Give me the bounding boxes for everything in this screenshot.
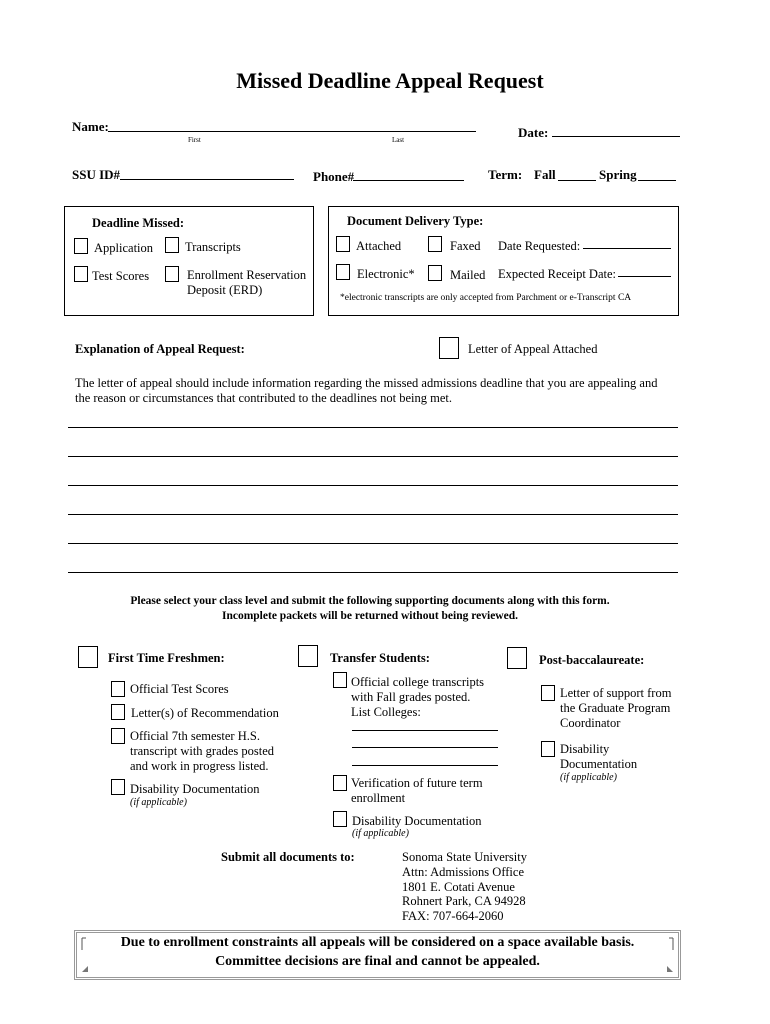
college-line-3[interactable] bbox=[352, 765, 498, 766]
term-spring-field[interactable] bbox=[638, 180, 676, 181]
explanation-line-5[interactable] bbox=[68, 543, 678, 544]
faxed-label: Faxed bbox=[450, 239, 481, 253]
transcripts-label: Transcripts bbox=[185, 240, 241, 254]
verification-checkbox[interactable] bbox=[333, 775, 347, 791]
postbacc-disability-label: Disability Documentation bbox=[560, 742, 638, 771]
address-line-1: Sonoma State University bbox=[402, 850, 527, 864]
explanation-line-3[interactable] bbox=[68, 485, 678, 486]
letter-attached-checkbox[interactable] bbox=[439, 337, 459, 359]
erd-checkbox[interactable] bbox=[165, 266, 179, 282]
faxed-checkbox[interactable] bbox=[428, 236, 442, 252]
transfer-checkbox[interactable] bbox=[298, 645, 318, 667]
transcripts-checkbox[interactable] bbox=[165, 237, 179, 253]
college-line-2[interactable] bbox=[352, 747, 498, 748]
college-transcripts-checkbox[interactable] bbox=[333, 672, 347, 688]
postbacc-checkbox[interactable] bbox=[507, 647, 527, 669]
attached-checkbox[interactable] bbox=[336, 236, 350, 252]
freshmen-disability-label: Disability Documentation bbox=[130, 782, 260, 796]
class-level-instructions-2: Incomplete packets will be returned without being reviewed. bbox=[221, 610, 518, 622]
electronic-note: *electronic transcripts are only accepted from Parchment or e-Transcript CA bbox=[340, 293, 632, 303]
transfer-disability-note: (if applicable) bbox=[352, 828, 409, 839]
phone-label: Phone# bbox=[313, 169, 355, 184]
freshmen-checkbox[interactable] bbox=[78, 646, 98, 668]
support-letter-checkbox[interactable] bbox=[541, 685, 555, 701]
postbacc-disability-checkbox[interactable] bbox=[541, 741, 555, 757]
recommendation-checkbox[interactable] bbox=[111, 704, 125, 720]
address-block bbox=[402, 850, 527, 924]
notice-line-1: Due to enrollment constraints all appeals will be considered on a space available basis. bbox=[120, 935, 635, 950]
verification-label: Verification of future term enrollment bbox=[351, 776, 483, 805]
date-label: Date: bbox=[518, 125, 549, 140]
explanation-line-4[interactable] bbox=[68, 514, 678, 515]
transfer-title: Transfer Students: bbox=[330, 651, 430, 665]
college-transcripts-label: Official college transcripts with Fall grades posted. List Colleges: bbox=[351, 675, 485, 719]
college-line-1[interactable] bbox=[352, 730, 498, 731]
postbacc-title: Post-baccalaureate: bbox=[539, 653, 645, 667]
application-checkbox[interactable] bbox=[74, 238, 88, 254]
mailed-label: Mailed bbox=[450, 268, 486, 282]
term-fall-label: Fall bbox=[534, 167, 556, 182]
notice-line-2: Committee decisions are final and cannot be appealed. bbox=[215, 954, 540, 969]
date-requested-label: Date Requested: bbox=[498, 239, 581, 253]
electronic-label: Electronic* bbox=[357, 267, 415, 281]
term-spring-label: Spring bbox=[599, 167, 637, 182]
explanation-instructions: The letter of appeal should include information regarding the missed admissions deadline that you are appealing and the reason or circumstances that contributed to the deadlines not being met. bbox=[75, 376, 658, 405]
submit-label: Submit all documents to: bbox=[221, 850, 355, 864]
explanation-line-2[interactable] bbox=[68, 456, 678, 457]
support-letter-label: Letter of support from the Graduate Program Coordinator bbox=[560, 686, 672, 730]
address-line-5: FAX: 707-664-2060 bbox=[402, 909, 504, 924]
freshmen-disability-checkbox[interactable] bbox=[111, 779, 125, 795]
test-scores-doc-checkbox[interactable] bbox=[111, 681, 125, 697]
ssu-id-label: SSU ID# bbox=[72, 167, 121, 182]
term-label: Term: bbox=[488, 167, 523, 182]
phone-field[interactable] bbox=[353, 180, 464, 181]
term-fall-field[interactable] bbox=[558, 180, 596, 181]
date-field[interactable] bbox=[552, 136, 680, 137]
attached-label: Attached bbox=[356, 239, 402, 253]
address-line-2: Attn: Admissions Office bbox=[402, 864, 524, 879]
explanation-line-1[interactable] bbox=[68, 427, 678, 428]
name-label: Name: bbox=[72, 119, 109, 134]
application-label: Application bbox=[94, 241, 154, 255]
test-scores-doc-label: Official Test Scores bbox=[130, 682, 229, 696]
expected-receipt-label: Expected Receipt Date: bbox=[498, 267, 616, 281]
delivery-type-title: Document Delivery Type: bbox=[347, 214, 484, 228]
name-field[interactable] bbox=[108, 131, 476, 132]
postbacc-disability-note: (if applicable) bbox=[560, 772, 617, 783]
test-scores-checkbox[interactable] bbox=[74, 266, 88, 282]
hs-transcript-checkbox[interactable] bbox=[111, 728, 125, 744]
address-line-3: 1801 E. Cotati Avenue bbox=[402, 879, 515, 894]
expected-receipt-field[interactable] bbox=[618, 276, 671, 277]
freshmen-title: First Time Freshmen: bbox=[108, 651, 225, 665]
mailed-checkbox[interactable] bbox=[428, 265, 442, 281]
electronic-checkbox[interactable] bbox=[336, 264, 350, 280]
recommendation-label: Letter(s) of Recommendation bbox=[131, 706, 279, 720]
class-level-instructions-1: Please select your class level and submit the following supporting documents along with this form. bbox=[130, 595, 610, 607]
deadline-missed-title: Deadline Missed: bbox=[92, 216, 185, 230]
page-title: Missed Deadline Appeal Request bbox=[236, 68, 544, 93]
explanation-title: Explanation of Appeal Request: bbox=[75, 342, 245, 356]
freshmen-disability-note: (if applicable) bbox=[130, 797, 187, 808]
test-scores-label: Test Scores bbox=[92, 269, 150, 283]
date-requested-field[interactable] bbox=[583, 248, 671, 249]
first-name-caption: First bbox=[188, 136, 201, 144]
last-name-caption: Last bbox=[392, 136, 405, 144]
transfer-disability-checkbox[interactable] bbox=[333, 811, 347, 827]
address-line-4: Rohnert Park, CA 94928 bbox=[402, 894, 526, 909]
letter-attached-label: Letter of Appeal Attached bbox=[468, 342, 598, 356]
erd-label: Enrollment Reservation Deposit (ERD) bbox=[187, 268, 307, 297]
transfer-disability-label: Disability Documentation bbox=[352, 814, 482, 828]
ssu-id-field[interactable] bbox=[120, 179, 294, 180]
hs-transcript-label: Official 7th semester H.S. transcript with grades posted and work in progress listed. bbox=[130, 729, 275, 773]
explanation-line-6[interactable] bbox=[68, 572, 678, 573]
